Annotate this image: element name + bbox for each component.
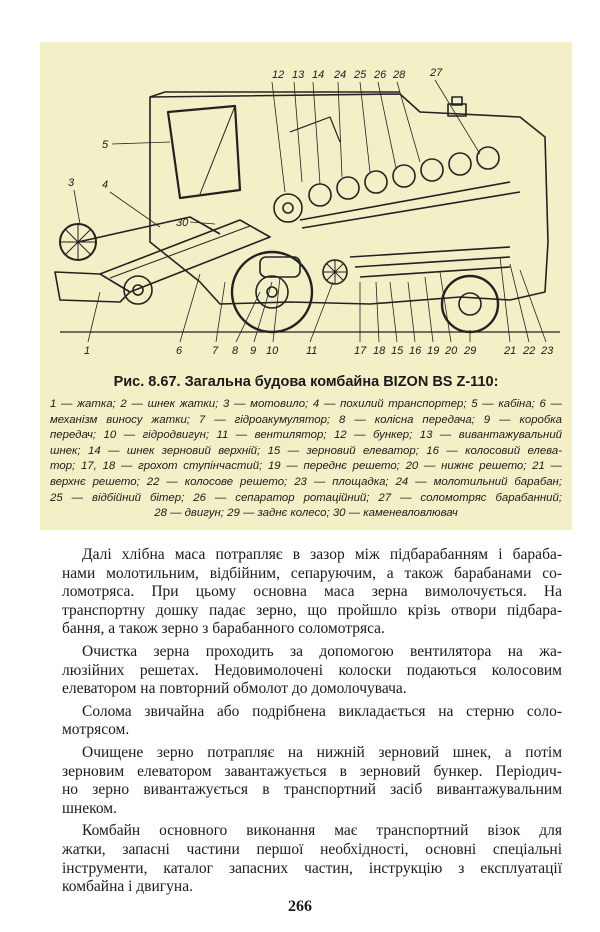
callout-top: 12 (272, 69, 285, 81)
callout-bottom: 29 (464, 345, 477, 357)
text-line: люзійних решетах. Недовимолочені колоски подаються колосовим (62, 661, 562, 679)
body-text (62, 546, 562, 901)
callout-bottom: 10 (266, 345, 279, 357)
combine-diagram (40, 42, 572, 372)
text-line: нами молотильним, відбійним, сепаруючим, а також барабанами со- (62, 564, 562, 582)
callout-left: 30 (176, 217, 189, 229)
callout-left: 3 (68, 177, 75, 189)
text-line: Очищене зерно потрапляє на нижній зерновий шнек, а потім (82, 743, 562, 761)
callout-bottom: 15 (391, 345, 404, 357)
text-line: бання, а також зерно з барабанного соломотряса. (62, 620, 385, 638)
callout-bottom: 1 (84, 345, 91, 357)
callout-bottom: 17 (354, 345, 367, 357)
callout-top: 24 (334, 69, 347, 81)
text-line: ломотряса. При цьому основна маса зерна вимолочується. На (62, 583, 562, 601)
text-line: зерновим елеватором завантажується в зерновий бункер. Періодич- (62, 762, 562, 780)
figure-legend (50, 397, 562, 522)
callout-bottom: 20 (445, 345, 458, 357)
text-line: комбайна і двигуна. (62, 878, 193, 896)
legend-line: 1 — жатка; 2 — шнек жатки; 3 — мотовило; 4 — похилий транспортер; 5 — кабіна; 6 — (50, 398, 562, 410)
callout-bottom: 9 (250, 345, 257, 357)
callout-bottom: 8 (232, 345, 239, 357)
legend-line: шнек; 14 — шнек зерновий верхній; 15 — зерновий елеватор; 16 — колосовий елева- (50, 444, 562, 457)
callout-bottom: 21 (504, 345, 517, 357)
legend-line: передач; 10 — гідродвигун; 11 — вентилятор; 12 — бункер; 13 — вивантажувальний (50, 429, 562, 442)
figure-caption: Рис. 8.67. Загальна будова комбайна BIZON BS Z-110: (113, 374, 499, 390)
callout-bottom: 23 (541, 345, 554, 357)
legend-line: механізм виносу жатки; 7 — гідроакумулятор; 8 — колісна передача; 9 — коробка (50, 413, 562, 426)
rear-wheel (442, 276, 498, 332)
callout-top: 25 (354, 69, 367, 81)
callout-bottom: 6 (176, 345, 183, 357)
legend-line: 25 — відбійний бітер; 26 — сепаратор ротаційний; 27 — соломотряс барабанний; (50, 491, 562, 504)
text-line: мотрясом. (62, 721, 130, 739)
text-line: транспортну дошку падає зерно, що пройшло крізь отвори підбара- (62, 601, 562, 619)
callout-left: 4 (102, 179, 109, 191)
text-line: Комбайн основного виконання має транспортний візок для (82, 822, 562, 840)
legend-line: тор; 17, 18 — грохот ступінчастий; 19 — переднє решето; 20 — нижнє решето; 21 — (50, 460, 562, 473)
legend-line: 28 — двигун; 29 — заднє колесо; 30 — каменевловлювач (154, 507, 458, 520)
callout-bottom: 18 (373, 345, 386, 357)
text-line: Очистка зерна проходить за допомогою вентилятора на жа- (82, 642, 562, 660)
callout-bottom: 11 (306, 345, 318, 357)
text-line: но зерно вивантажується в транспортний засіб вивантажувальним (62, 781, 562, 799)
callout-top: 26 (374, 69, 387, 81)
figure (40, 42, 572, 530)
text-line: інструменти, каталог запасних частин, інструкцію з експлуатації (62, 859, 562, 877)
callout-top: 13 (292, 69, 305, 81)
paragraph (62, 703, 562, 740)
text-line: Солома звичайна або подрібнена викладається на стерню соло- (82, 702, 562, 720)
callout-bottom: 7 (212, 345, 219, 357)
callout-bottom: 16 (409, 345, 422, 357)
callout-left: 5 (102, 139, 109, 151)
threshing-rotors (274, 147, 499, 222)
paragraph (62, 744, 562, 818)
text-line: жатки, запасні частини першої необхідності, основні спеціальні (62, 840, 562, 858)
text-line: шнеком. (62, 799, 117, 817)
paragraph (62, 546, 562, 639)
paragraph (62, 822, 562, 896)
legend-line: верхнє решето; 22 — колосове решето; 23 — площадка; 24 — молотильний барабан; (50, 475, 562, 488)
text-line: Далі хлібна маса потрапляє в зазор між підбарабанням і бараба- (82, 546, 562, 563)
callout-top: 28 (393, 69, 406, 81)
callout-bottom: 19 (427, 345, 440, 357)
callout-top: 14 (312, 69, 325, 81)
callout-top: 27 (430, 67, 443, 79)
page-number: 266 (288, 898, 312, 915)
callout-bottom: 22 (523, 345, 536, 357)
paragraph (62, 643, 562, 699)
text-line: елеватором на повторний обмолот до домолочувача. (62, 680, 407, 698)
